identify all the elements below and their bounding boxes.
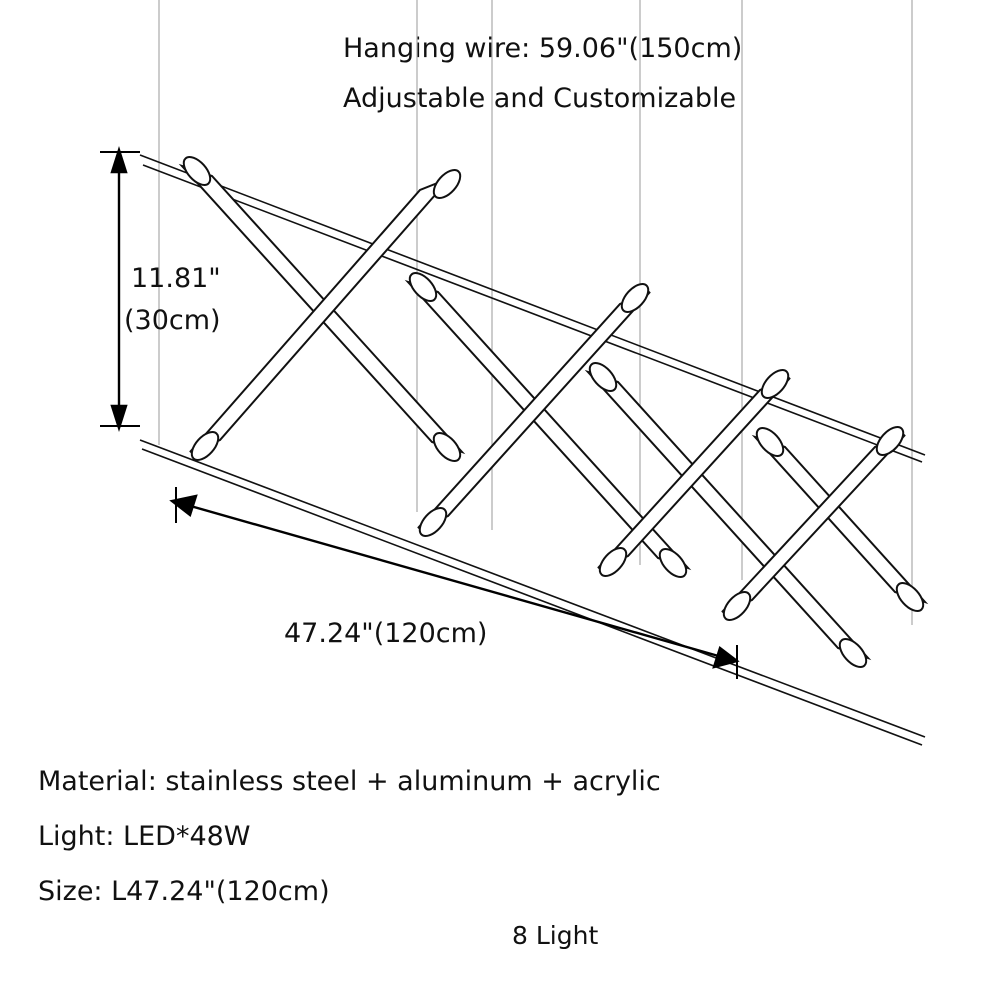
- height-label-line1: 11.81": [131, 263, 221, 294]
- size-spec: Size: L47.24"(120cm): [38, 876, 330, 907]
- light-spec: Light: LED*48W: [38, 821, 251, 852]
- width-label: 47.24"(120cm): [284, 618, 488, 649]
- scissor-arms-ascending: [190, 178, 905, 612]
- material-spec: Material: stainless steel + aluminum + acrylic: [38, 766, 661, 797]
- pivot-joints: [179, 152, 928, 671]
- height-label-line2: (30cm): [124, 305, 221, 336]
- light-count-label: 8 Light: [512, 921, 599, 950]
- hanging-wire-label-line1: Hanging wire: 59.06"(150cm): [343, 33, 743, 64]
- adjustable-label-line2: Adjustable and Customizable: [343, 83, 737, 114]
